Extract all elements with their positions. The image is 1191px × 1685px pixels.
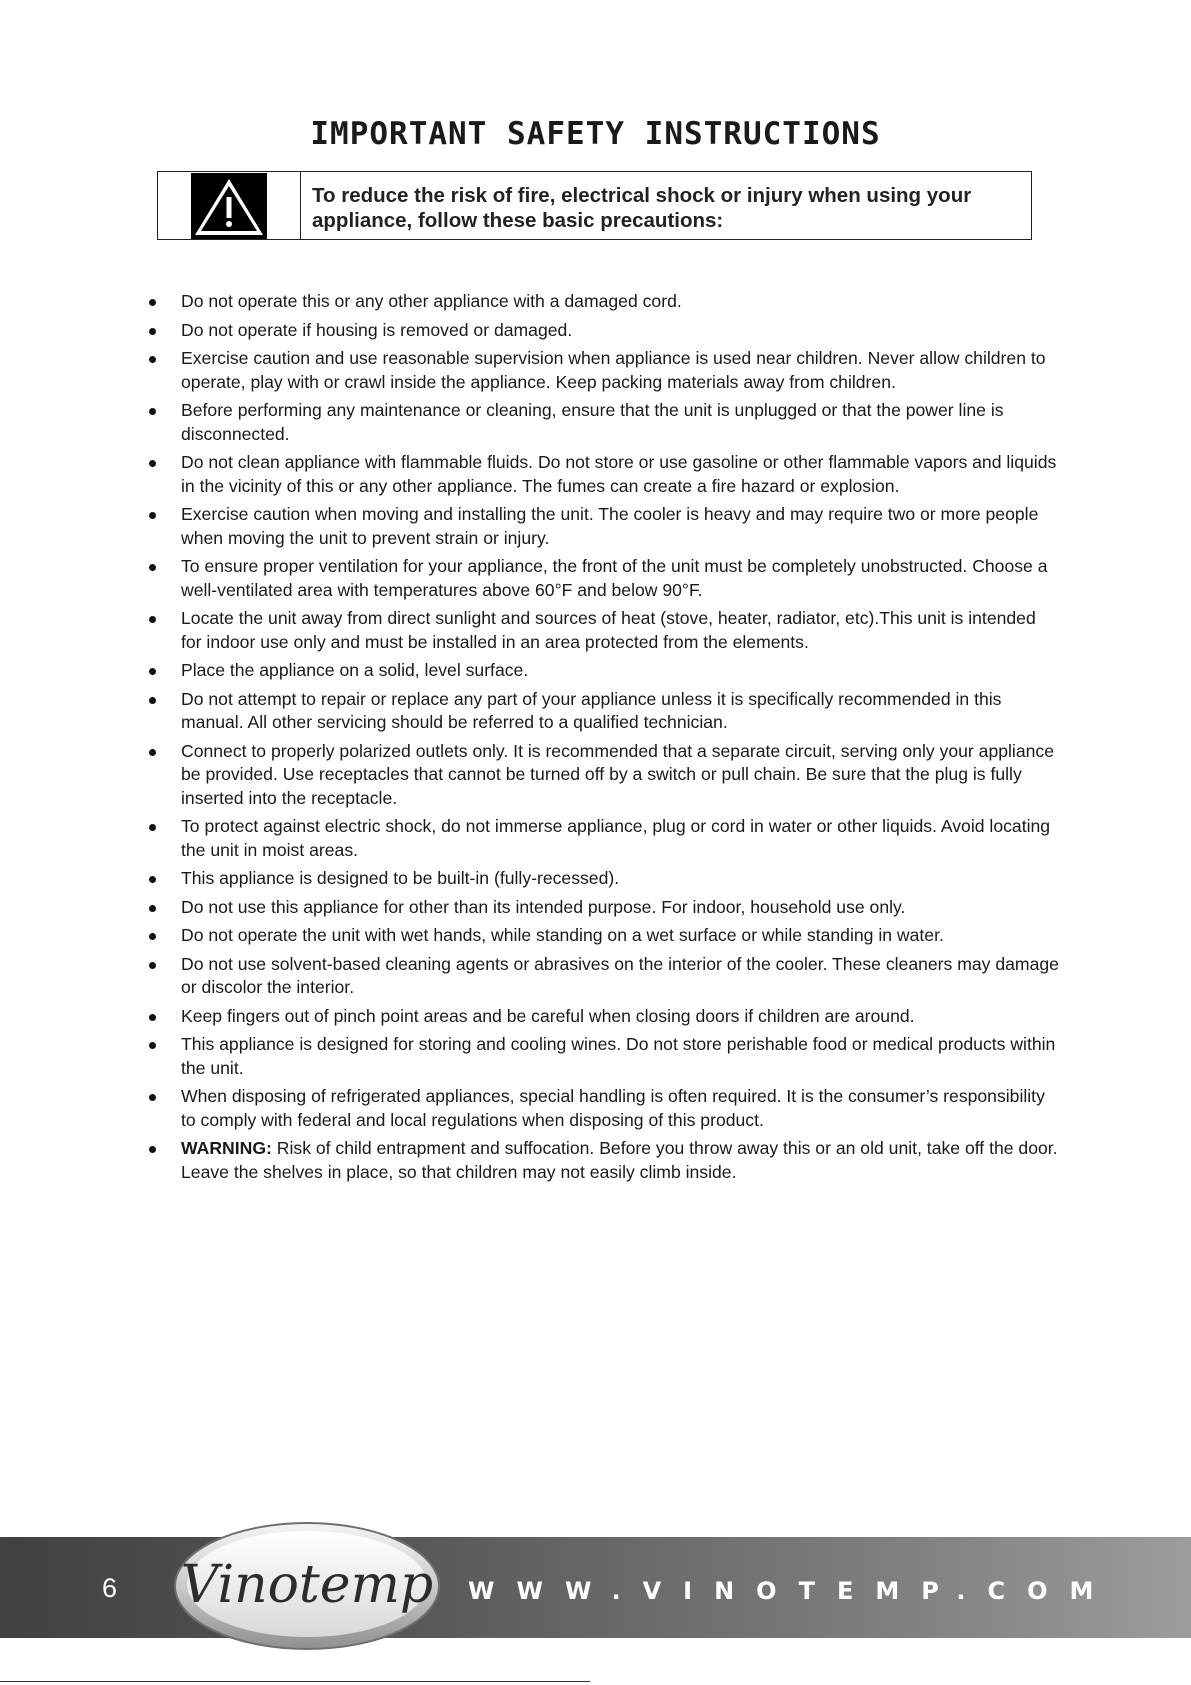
page-title: IMPORTANT SAFETY INSTRUCTIONS xyxy=(310,116,881,152)
bottom-divider xyxy=(0,1681,590,1682)
svg-text:Vinotemp: Vinotemp xyxy=(180,1555,434,1615)
safety-item xyxy=(140,924,1060,948)
safety-item-text: Do not use this appliance for other than its intended purpose. For indoor, household use only. xyxy=(181,896,906,917)
safety-item-text: Connect to properly polarized outlets only. It is recommended that a separate circuit, serving only your appliance be provided. Use receptacles that cannot be turned off by a switch or pull chain. Be sure that the plug is fully inserted into the receptacle. xyxy=(181,740,1054,808)
bullet-icon xyxy=(149,1146,156,1153)
safety-instructions-list xyxy=(140,290,1060,1189)
warning-text: To reduce the risk of fire, electrical shock or injury when using your appliance, follow these basic precautions: xyxy=(312,184,972,232)
page-number: 6 xyxy=(102,1573,118,1603)
bullet-icon xyxy=(149,824,156,831)
bullet-icon xyxy=(149,933,156,940)
bullet-icon xyxy=(149,408,156,415)
safety-item-text: When disposing of refrigerated appliances, special handling is often required. It is the consumer’s responsibility to comply with federal and local regulations when disposing of this product. xyxy=(181,1086,1045,1130)
safety-item-text: Place the appliance on a solid, level surface. xyxy=(181,660,529,680)
bullet-icon xyxy=(149,616,156,623)
bullet-icon xyxy=(149,1042,156,1049)
safety-item xyxy=(140,1137,1060,1184)
safety-item xyxy=(140,896,1060,920)
safety-item-text: To protect against electric shock, do not immerse appliance, plug or cord in water or other liquids. Avoid locating the unit in moist areas. xyxy=(181,816,1051,860)
safety-item xyxy=(140,688,1060,735)
safety-item xyxy=(140,555,1060,602)
safety-item-text: Exercise caution and use reasonable supervision when appliance is used near children. Never allow children to operate, play with or crawl inside the appliance. Keep packing materials away from children. xyxy=(181,348,1046,392)
safety-item xyxy=(140,815,1060,862)
bullet-icon xyxy=(149,356,156,363)
bullet-icon xyxy=(149,460,156,467)
bullet-icon xyxy=(149,299,156,306)
safety-item xyxy=(140,953,1060,1000)
bullet-icon xyxy=(149,1014,156,1021)
vinotemp-logo xyxy=(172,1520,442,1653)
warning-triangle-icon xyxy=(191,173,267,239)
safety-item-text: Do not clean appliance with flammable fluids. Do not store or use gasoline or other flammable vapors and liquids in the vicinity of this or any other appliance. The fumes can create a fire hazard or explosion. xyxy=(181,452,1057,496)
safety-item-text: Locate the unit away from direct sunlight and sources of heat (stove, heater, radiator, etc).This unit is intended for indoor use only and must be installed in an area protected from the elements. xyxy=(181,608,1036,652)
safety-item-text: This appliance is designed for storing and cooling wines. Do not store perishable food or medical products within the unit. xyxy=(181,1034,1056,1078)
safety-item xyxy=(140,1033,1060,1080)
safety-item xyxy=(140,319,1060,343)
bullet-icon xyxy=(149,962,156,969)
safety-item-text: Do not operate this or any other appliance with a damaged cord. xyxy=(181,291,682,311)
safety-item xyxy=(140,867,1060,891)
bullet-icon xyxy=(149,564,156,571)
safety-item-text: Exercise caution when moving and installing the unit. The cooler is heavy and may require two or more people when moving the unit to prevent strain or injury. xyxy=(181,504,1039,548)
safety-item-text: Do not use solvent-based cleaning agents or abrasives on the interior of the cooler. These cleaners may damage or discolor the interior. xyxy=(181,953,1059,997)
bullet-icon xyxy=(149,328,156,335)
safety-item-text: Before performing any maintenance or cleaning, ensure that the unit is unplugged or that the power line is disconnected. xyxy=(181,400,1004,444)
safety-item-text: Keep fingers out of pinch point areas and be careful when closing doors if children are around. xyxy=(181,1005,915,1026)
safety-item-text: This appliance is designed to be built-in (fully-recessed). xyxy=(181,868,620,888)
safety-item xyxy=(140,290,1060,314)
bullet-icon xyxy=(149,512,156,519)
safety-item xyxy=(140,1085,1060,1132)
safety-item-text: Risk of child entrapment and suffocation. Before you throw away this or an old unit, take off the door. Leave the shelves in place, so that children may not easily climb inside. xyxy=(181,1138,1058,1182)
safety-item xyxy=(140,503,1060,550)
warning-box xyxy=(157,171,1032,240)
safety-item xyxy=(140,1005,1060,1029)
safety-item-emphasis: WARNING: xyxy=(181,1138,272,1158)
website-url: WWW.VINOTEMP.COM xyxy=(468,1577,1116,1605)
safety-item-text: Do not attempt to repair or replace any part of your appliance unless it is specifically recommended in this manual. All other servicing should be referred to a qualified technician. xyxy=(181,688,1002,732)
safety-item xyxy=(140,451,1060,498)
safety-item xyxy=(140,607,1060,654)
safety-item xyxy=(140,347,1060,394)
bullet-icon xyxy=(149,697,156,704)
safety-item xyxy=(140,659,1060,683)
bullet-icon xyxy=(149,668,156,675)
bullet-icon xyxy=(149,905,156,912)
bullet-icon xyxy=(149,876,156,883)
bullet-icon xyxy=(149,749,156,756)
bullet-icon xyxy=(149,1094,156,1101)
safety-item-text: To ensure proper ventilation for your appliance, the front of the unit must be completely unobstructed. Choose a well-ventilated area with temperatures above 60°F and below 90°F. xyxy=(181,556,1048,600)
warning-icon-cell xyxy=(158,172,301,239)
safety-item-text: Do not operate the unit with wet hands, while standing on a wet surface or while standing in water. xyxy=(181,925,944,945)
safety-item-text: Do not operate if housing is removed or damaged. xyxy=(181,319,573,340)
safety-item xyxy=(140,740,1060,811)
safety-item xyxy=(140,399,1060,446)
